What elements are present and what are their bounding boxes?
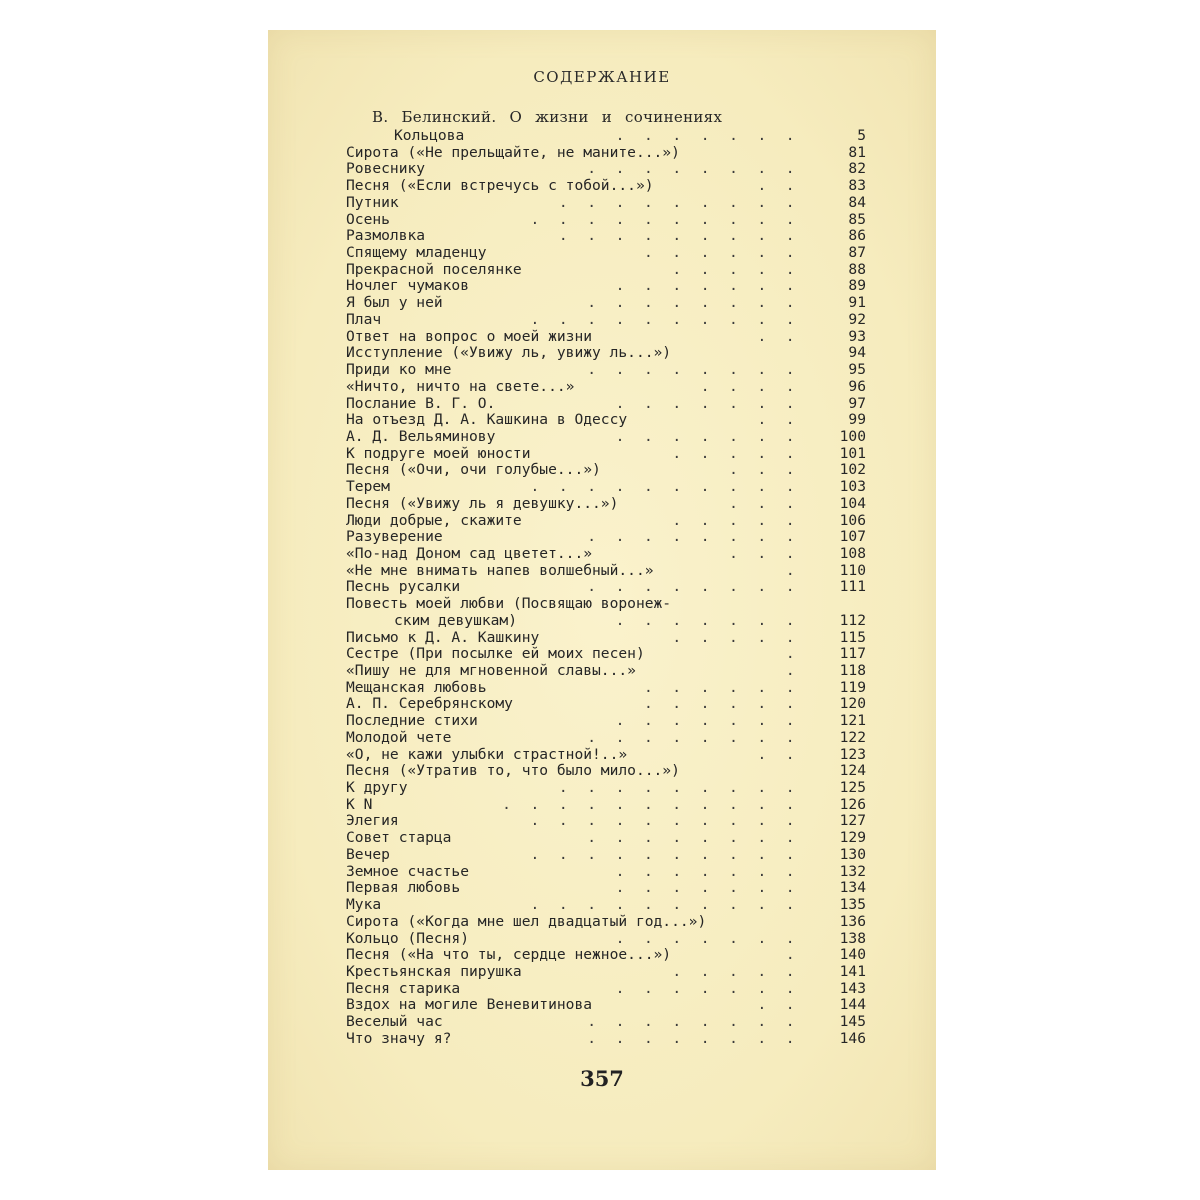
toc-entry-leader-dots: . — [785, 562, 800, 579]
toc-entry-title: Мука — [346, 897, 382, 914]
toc-entry — [346, 446, 866, 463]
toc-entry-leader-dots: . . . . . — [672, 629, 800, 646]
toc-entry-leader-dots: . . . . . . . . . . — [530, 211, 800, 228]
toc-entry-page: 120 — [839, 695, 866, 713]
toc-entry-page: 82 — [848, 160, 866, 178]
toc-entry-leader-dots: . . — [757, 328, 800, 345]
toc-entry-page: 119 — [839, 678, 866, 696]
toc-entry-title: Осень — [346, 211, 390, 228]
toc-entry-page: 135 — [839, 896, 866, 914]
toc-entry-page: 89 — [848, 277, 866, 295]
toc-first-line: В. Белинский. О жизни и сочинениях — [372, 108, 723, 126]
toc-entry-title: К N — [346, 796, 373, 813]
toc-entry-leader-dots: . . . . . . . . — [587, 529, 800, 546]
book-page — [268, 30, 936, 1170]
toc-entry-title: Кольцова — [394, 128, 465, 144]
toc-entry-leader-dots: . — [785, 646, 800, 663]
toc-entry — [346, 529, 866, 546]
toc-entry-page: 100 — [839, 427, 866, 445]
toc-entry — [346, 596, 866, 613]
toc-entry-leader-dots: . . — [757, 412, 800, 429]
toc-entry-page: 104 — [839, 494, 866, 512]
toc-entry-title: Элегия — [346, 813, 399, 830]
toc-entry-page: 143 — [839, 979, 866, 997]
toc-entry-title: Мещанская любовь — [346, 679, 487, 696]
toc-entry-leader-dots: . . . . . — [672, 261, 800, 278]
toc-entry-title: Крестьянская пирушка — [346, 963, 522, 980]
toc-entry-page: 111 — [839, 578, 866, 596]
toc-entry — [346, 663, 866, 680]
toc-entry — [346, 1014, 866, 1031]
toc-entry-title: Терем — [346, 479, 390, 496]
toc-entry-page: 124 — [839, 762, 866, 780]
toc-entry-page: 84 — [848, 193, 866, 211]
toc-entry — [346, 312, 866, 329]
toc-entry-title: «По-над Доном сад цветет...» — [346, 545, 593, 562]
toc-entry-page: 81 — [848, 143, 866, 161]
toc-entry-title: Плач — [346, 311, 382, 328]
toc-entry-page: 134 — [839, 879, 866, 897]
toc-entry-title: Что значу я? — [346, 1030, 452, 1047]
toc-entry-title: Последние стихи — [346, 713, 478, 730]
toc-entry — [346, 713, 866, 730]
toc-entry-leader-dots: . . . . . . . . . . — [530, 846, 800, 863]
toc-entry-page: 115 — [839, 628, 866, 646]
toc-entry-page: 92 — [848, 310, 866, 328]
toc-entry-page: 93 — [848, 327, 866, 345]
toc-entry-leader-dots: . . . . . . . . — [587, 161, 800, 178]
toc-entry — [346, 161, 866, 178]
toc-entry-leader-dots: . . . . — [700, 378, 800, 395]
toc-entry-title: Песня («Если встречусь с тобой...») — [346, 178, 654, 195]
toc-entry-leader-dots: . . . . . . . . — [587, 362, 800, 379]
toc-entry-title: «Не мне внимать напев волшебный...» — [346, 562, 654, 579]
toc-entry-leader-dots: . . . . . . . — [615, 863, 800, 880]
toc-entry — [346, 496, 866, 513]
toc-entry-title: Ровеснику — [346, 161, 426, 178]
toc-entry-title: Спящему младенцу — [346, 245, 487, 262]
toc-entry-leader-dots: . — [785, 663, 800, 679]
toc-entry — [346, 462, 866, 479]
toc-entry-title: Ответ на вопрос о моей жизни — [346, 328, 593, 345]
toc-entry-page: 146 — [839, 1029, 866, 1047]
toc-entry-leader-dots: . . . . . . . . — [587, 1030, 800, 1047]
toc-entry — [346, 947, 866, 964]
toc-entry — [346, 362, 866, 379]
toc-entry — [346, 897, 866, 914]
toc-entry-title: Земное счастье — [346, 863, 470, 880]
toc-entry — [346, 847, 866, 864]
toc-entry — [346, 178, 866, 195]
toc-entry-page: 99 — [848, 411, 866, 429]
toc-entry-title: Сирота («Когда мне шел двадцатый год...») — [346, 913, 707, 930]
toc-entry-leader-dots: . . . . . . . . — [587, 295, 800, 312]
toc-entry-leader-dots: . . . . . . . . — [587, 579, 800, 596]
toc-entry-page: 138 — [839, 929, 866, 947]
toc-entry-page: 97 — [848, 394, 866, 412]
toc-entry-page: 118 — [839, 662, 866, 679]
toc-entry-leader-dots: . . . . . . . — [615, 395, 800, 412]
toc-entry-title: А. Д. Вельяминову — [346, 428, 496, 445]
toc-entry-title: Песнь русалки — [346, 579, 461, 596]
toc-entry — [346, 730, 866, 747]
toc-entry-title: Сирота («Не прельщайте, не маните...») — [346, 144, 680, 161]
toc-entry-title: Приди ко мне — [346, 362, 452, 379]
toc-entry-leader-dots: . . . . . . . — [615, 713, 800, 730]
toc-entry-page: 102 — [839, 461, 866, 479]
toc-entry-leader-dots: . . . . . . . . — [587, 729, 800, 746]
toc-entry-page: 141 — [839, 962, 866, 980]
toc-entry — [346, 345, 866, 362]
toc-entry-leader-dots: . . . . . — [672, 445, 800, 462]
toc-entry — [346, 646, 866, 663]
toc-entry-title: Люди добрые, скажите — [346, 512, 522, 529]
toc-entry — [346, 579, 866, 596]
toc-entry-leader-dots: . . . . . — [672, 512, 800, 529]
toc-entry-page: 106 — [839, 511, 866, 529]
toc-entry-leader-dots: . . . . . . . . — [587, 830, 800, 847]
toc-entry — [346, 613, 866, 630]
toc-entry-page: 83 — [848, 177, 866, 195]
toc-entry-page: 5 — [857, 127, 866, 144]
page-heading: СОДЕРЖАНИЕ — [533, 68, 671, 86]
toc-entry — [346, 412, 866, 429]
toc-entry-page: 130 — [839, 845, 866, 863]
toc-entry-page: 126 — [839, 795, 866, 813]
toc-entry-page: 101 — [839, 444, 866, 462]
toc-entry-title: Вечер — [346, 846, 390, 863]
toc-entry-leader-dots: . . . — [729, 495, 800, 512]
toc-entry — [346, 145, 866, 162]
toc-entry-title: Повесть моей любви (Посвящаю воронеж- — [346, 596, 672, 613]
toc-entry — [346, 981, 866, 998]
toc-entry-title: «О, не кажи улыбки страстной!..» — [346, 746, 628, 763]
toc-entry-leader-dots: . . . . . . — [643, 696, 800, 713]
toc-entry — [346, 780, 866, 797]
toc-entry-leader-dots: . . . . . . . . . . . — [502, 796, 800, 813]
toc-entry — [346, 914, 866, 931]
toc-entry — [346, 228, 866, 245]
toc-entry-page: 95 — [848, 361, 866, 379]
toc-entry-leader-dots: . . . . . . . . . — [558, 780, 800, 797]
toc-entry-title: А. П. Серебрянскому — [346, 696, 513, 713]
toc-entry-leader-dots: . . . . . . . . . . — [530, 479, 800, 496]
toc-entry-title: Первая любовь — [346, 880, 461, 897]
toc-entry-leader-dots: . . . . . . . — [615, 880, 800, 897]
toc-entry — [346, 931, 866, 948]
toc-entry-title: Песня («Очи, очи голубые...») — [346, 462, 601, 479]
toc-entry-leader-dots: . . — [757, 178, 800, 195]
toc-entry — [346, 429, 866, 446]
toc-entry-page: 140 — [839, 946, 866, 964]
toc-entry-leader-dots: . . . . . . . . . . — [530, 813, 800, 830]
toc-entry-page: 129 — [839, 829, 866, 847]
toc-entry-title: Письмо к Д. А. Кашкину — [346, 629, 540, 646]
toc-entry — [346, 630, 866, 647]
toc-entry-title: Песня («Утратив то, что было мило...») — [346, 763, 680, 780]
toc-entry — [346, 563, 866, 580]
toc-entry — [346, 680, 866, 697]
toc-entry-title: Кольцо (Песня) — [346, 930, 470, 947]
toc-entry — [346, 830, 866, 847]
toc-entry-leader-dots: . . . . . . . — [615, 278, 800, 295]
toc-entry-page: 85 — [848, 210, 866, 228]
toc-entry-page: 112 — [839, 611, 866, 629]
toc-entry — [346, 696, 866, 713]
toc-entry — [346, 396, 866, 413]
toc-entry-leader-dots: . . . . . . . . — [587, 1014, 800, 1031]
toc-entry-page: 144 — [839, 996, 866, 1014]
toc-entry-title: Молодой чете — [346, 729, 452, 746]
toc-entry-page: 108 — [839, 544, 866, 562]
toc-entry — [346, 295, 866, 312]
toc-entry-page: 103 — [839, 478, 866, 496]
toc-entry — [346, 212, 866, 229]
toc-entry-title: Я был у ней — [346, 295, 443, 312]
toc-entry-page: 94 — [848, 344, 866, 362]
toc-entry-title: «Ничто, ничто на свете...» — [346, 378, 575, 395]
toc-entry-title: Сестре (При посылке ей моих песен) — [346, 646, 645, 663]
page-number: 357 — [580, 1066, 624, 1091]
toc-entry — [346, 479, 866, 496]
toc-entry-title: К другу — [346, 780, 408, 797]
table-of-contents — [346, 106, 866, 1048]
toc-entry-title: Песня («На что ты, сердце нежное...») — [346, 947, 672, 964]
toc-entry-page: 87 — [848, 244, 866, 262]
toc-entry-page: 86 — [848, 227, 866, 245]
toc-entry-leader-dots: . . . . . . . — [615, 128, 800, 144]
toc-entry — [346, 245, 866, 262]
toc-entry — [346, 379, 866, 396]
toc-entry-page: 145 — [839, 1013, 866, 1031]
toc-entry-leader-dots: . . . — [729, 545, 800, 562]
toc-entry-page: 107 — [839, 528, 866, 546]
toc-entry-page: 132 — [839, 862, 866, 880]
toc-entry-title: К подруге моей юности — [346, 445, 531, 462]
toc-entry-page: 127 — [839, 812, 866, 830]
toc-entry-page: 117 — [839, 645, 866, 663]
toc-entry-page: 122 — [839, 728, 866, 746]
toc-entry-title: Путник — [346, 194, 399, 211]
toc-entry — [346, 546, 866, 563]
toc-entry-leader-dots: . . . . . . . . . — [558, 228, 800, 245]
toc-entry-title: Послание В. Г. О. — [346, 395, 496, 412]
toc-entry — [346, 128, 866, 145]
toc-entry — [346, 278, 866, 295]
toc-entry-title: ским девушкам) — [394, 612, 518, 629]
toc-entry-title: Исступление («Увижу ль, увижу ль...») — [346, 345, 672, 362]
toc-entry — [346, 262, 866, 279]
toc-entry-title: Песня («Увижу ль я девушку...») — [346, 495, 619, 512]
toc-entry — [346, 763, 866, 780]
toc-entry-title: Размолвка — [346, 228, 426, 245]
toc-entry-title: «Пишу не для мгновенной славы...» — [346, 663, 636, 679]
toc-entry — [346, 997, 866, 1014]
toc-entry-leader-dots: . . . . . . — [643, 245, 800, 262]
toc-entry — [346, 329, 866, 346]
toc-entry-title: Ночлег чумаков — [346, 278, 470, 295]
toc-entry-page: 136 — [839, 912, 866, 930]
toc-entry — [346, 747, 866, 764]
toc-entry-title: Разуверение — [346, 529, 443, 546]
toc-entries — [346, 128, 866, 1048]
toc-entry-leader-dots: . . . . . . . . . — [558, 194, 800, 211]
toc-entry-leader-dots: . — [785, 947, 800, 964]
toc-entry — [346, 1031, 866, 1048]
toc-entry-leader-dots: . . . . . . . — [615, 930, 800, 947]
toc-entry-title: Вздох на могиле Веневитинова — [346, 997, 593, 1014]
toc-entry-title: Песня старика — [346, 980, 461, 997]
toc-entry-page: 123 — [839, 745, 866, 763]
toc-entry-page: 125 — [839, 779, 866, 797]
toc-entry — [346, 797, 866, 814]
toc-entry-title: Совет старца — [346, 830, 452, 847]
toc-entry-leader-dots: . . . . . . . — [615, 612, 800, 629]
toc-entry-leader-dots: . . . . . . . — [615, 428, 800, 445]
toc-entry-title: Прекрасной поселянке — [346, 261, 522, 278]
toc-entry-page: 121 — [839, 712, 866, 730]
toc-entry — [346, 813, 866, 830]
toc-entry-leader-dots: . . . — [729, 462, 800, 479]
toc-entry-leader-dots: . . . . . — [672, 963, 800, 980]
toc-entry — [346, 880, 866, 897]
toc-entry — [346, 964, 866, 981]
toc-entry-leader-dots: . . . . . . . . . . — [530, 897, 800, 914]
toc-entry-page: 91 — [848, 294, 866, 312]
toc-entry-title: Веселый час — [346, 1014, 443, 1031]
toc-entry — [346, 195, 866, 212]
toc-entry-leader-dots: . . — [757, 997, 800, 1014]
toc-entry-leader-dots: . . . . . . . — [615, 980, 800, 997]
toc-entry — [346, 864, 866, 881]
toc-entry-page: 88 — [848, 260, 866, 278]
toc-entry-leader-dots: . . — [757, 746, 800, 763]
toc-entry-page: 96 — [848, 377, 866, 395]
toc-entry-leader-dots: . . . . . . . . . . — [530, 311, 800, 328]
toc-entry — [346, 513, 866, 530]
toc-entry-leader-dots: . . . . . . — [643, 679, 800, 696]
toc-entry-page: 110 — [839, 561, 866, 579]
toc-entry-title: На отъезд Д. А. Кашкина в Одессу — [346, 412, 628, 429]
